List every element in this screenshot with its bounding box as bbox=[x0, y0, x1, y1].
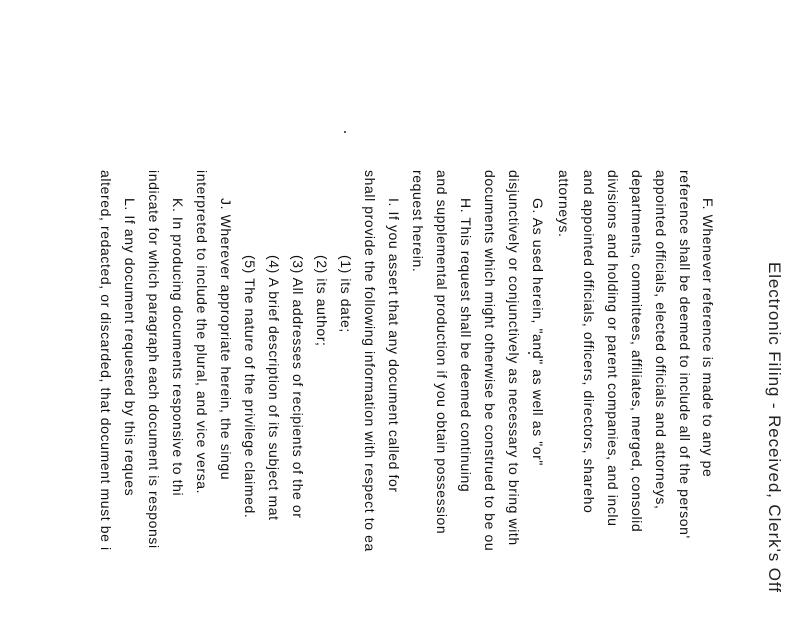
paragraph-k-line-1: K. In producing documents responsive to thi bbox=[170, 198, 186, 497]
filing-stamp-header: Electronic Filing - Received, Clerk's Off bbox=[765, 262, 784, 593]
scan-speck bbox=[344, 131, 346, 133]
paragraph-h-line-2: and supplemental production if you obtain possession bbox=[434, 170, 450, 535]
paragraph-h-line-3: request herein. bbox=[410, 170, 426, 273]
paragraph-j-line-1: J. Wherever appropriate herein, the singu bbox=[218, 198, 234, 481]
paragraph-h-line-1: H. This request shall be deemed continuing bbox=[458, 198, 474, 493]
paragraph-g-line-2: disjunctively or conjunctively as necessary to bring with bbox=[506, 170, 522, 546]
paragraph-f-line-4: departments, committees, affiliates, merged, consolid bbox=[629, 170, 645, 533]
paragraph-j-line-2: interpreted to include the plural, and vice versa. bbox=[194, 170, 210, 495]
list-item-5: (5) The nature of the privilege claimed. bbox=[242, 255, 258, 519]
paragraph-g-line-3: documents which might otherwise be construed to be ou bbox=[482, 170, 498, 552]
list-item-4: (4) A brief description of its subject mat bbox=[266, 255, 282, 521]
paragraph-f-line-7: attorneys. bbox=[556, 170, 572, 238]
paragraph-f-line-6: and appointed officials, officers, directors, shareho bbox=[581, 170, 597, 514]
paragraph-l-line-1: L. If any document requested by this reques bbox=[122, 198, 138, 497]
paragraph-l-line-2: altered, redacted, or discarded, that document must be i bbox=[98, 170, 114, 551]
paragraph-i-line-1: I. If you assert that any document called for bbox=[386, 198, 402, 493]
list-item-2: (2) its author; bbox=[314, 255, 330, 347]
scan-speck bbox=[528, 352, 530, 354]
list-item-3: (3) All addresses of recipients of the or bbox=[290, 255, 306, 519]
paragraph-k-line-2: indicate for which paragraph each document is responsi bbox=[146, 170, 162, 549]
paragraph-g-line-1: G. As used herein, "and" as well as "or" bbox=[530, 198, 546, 467]
paragraph-f-line-5: divisions and holding or parent companies, and inclu bbox=[605, 170, 621, 527]
list-item-1: (1) its date; bbox=[338, 255, 354, 333]
paragraph-i-line-2: shall provide the following information with respect to ea bbox=[362, 170, 378, 552]
paragraph-f-line-3: appointed officials, elected officials and attorneys, bbox=[653, 170, 669, 510]
paragraph-f-line-1: F. Whenever reference is made to any pe bbox=[700, 198, 716, 478]
paragraph-f-line-2: reference shall be deemed to include all of the person' bbox=[677, 170, 693, 539]
